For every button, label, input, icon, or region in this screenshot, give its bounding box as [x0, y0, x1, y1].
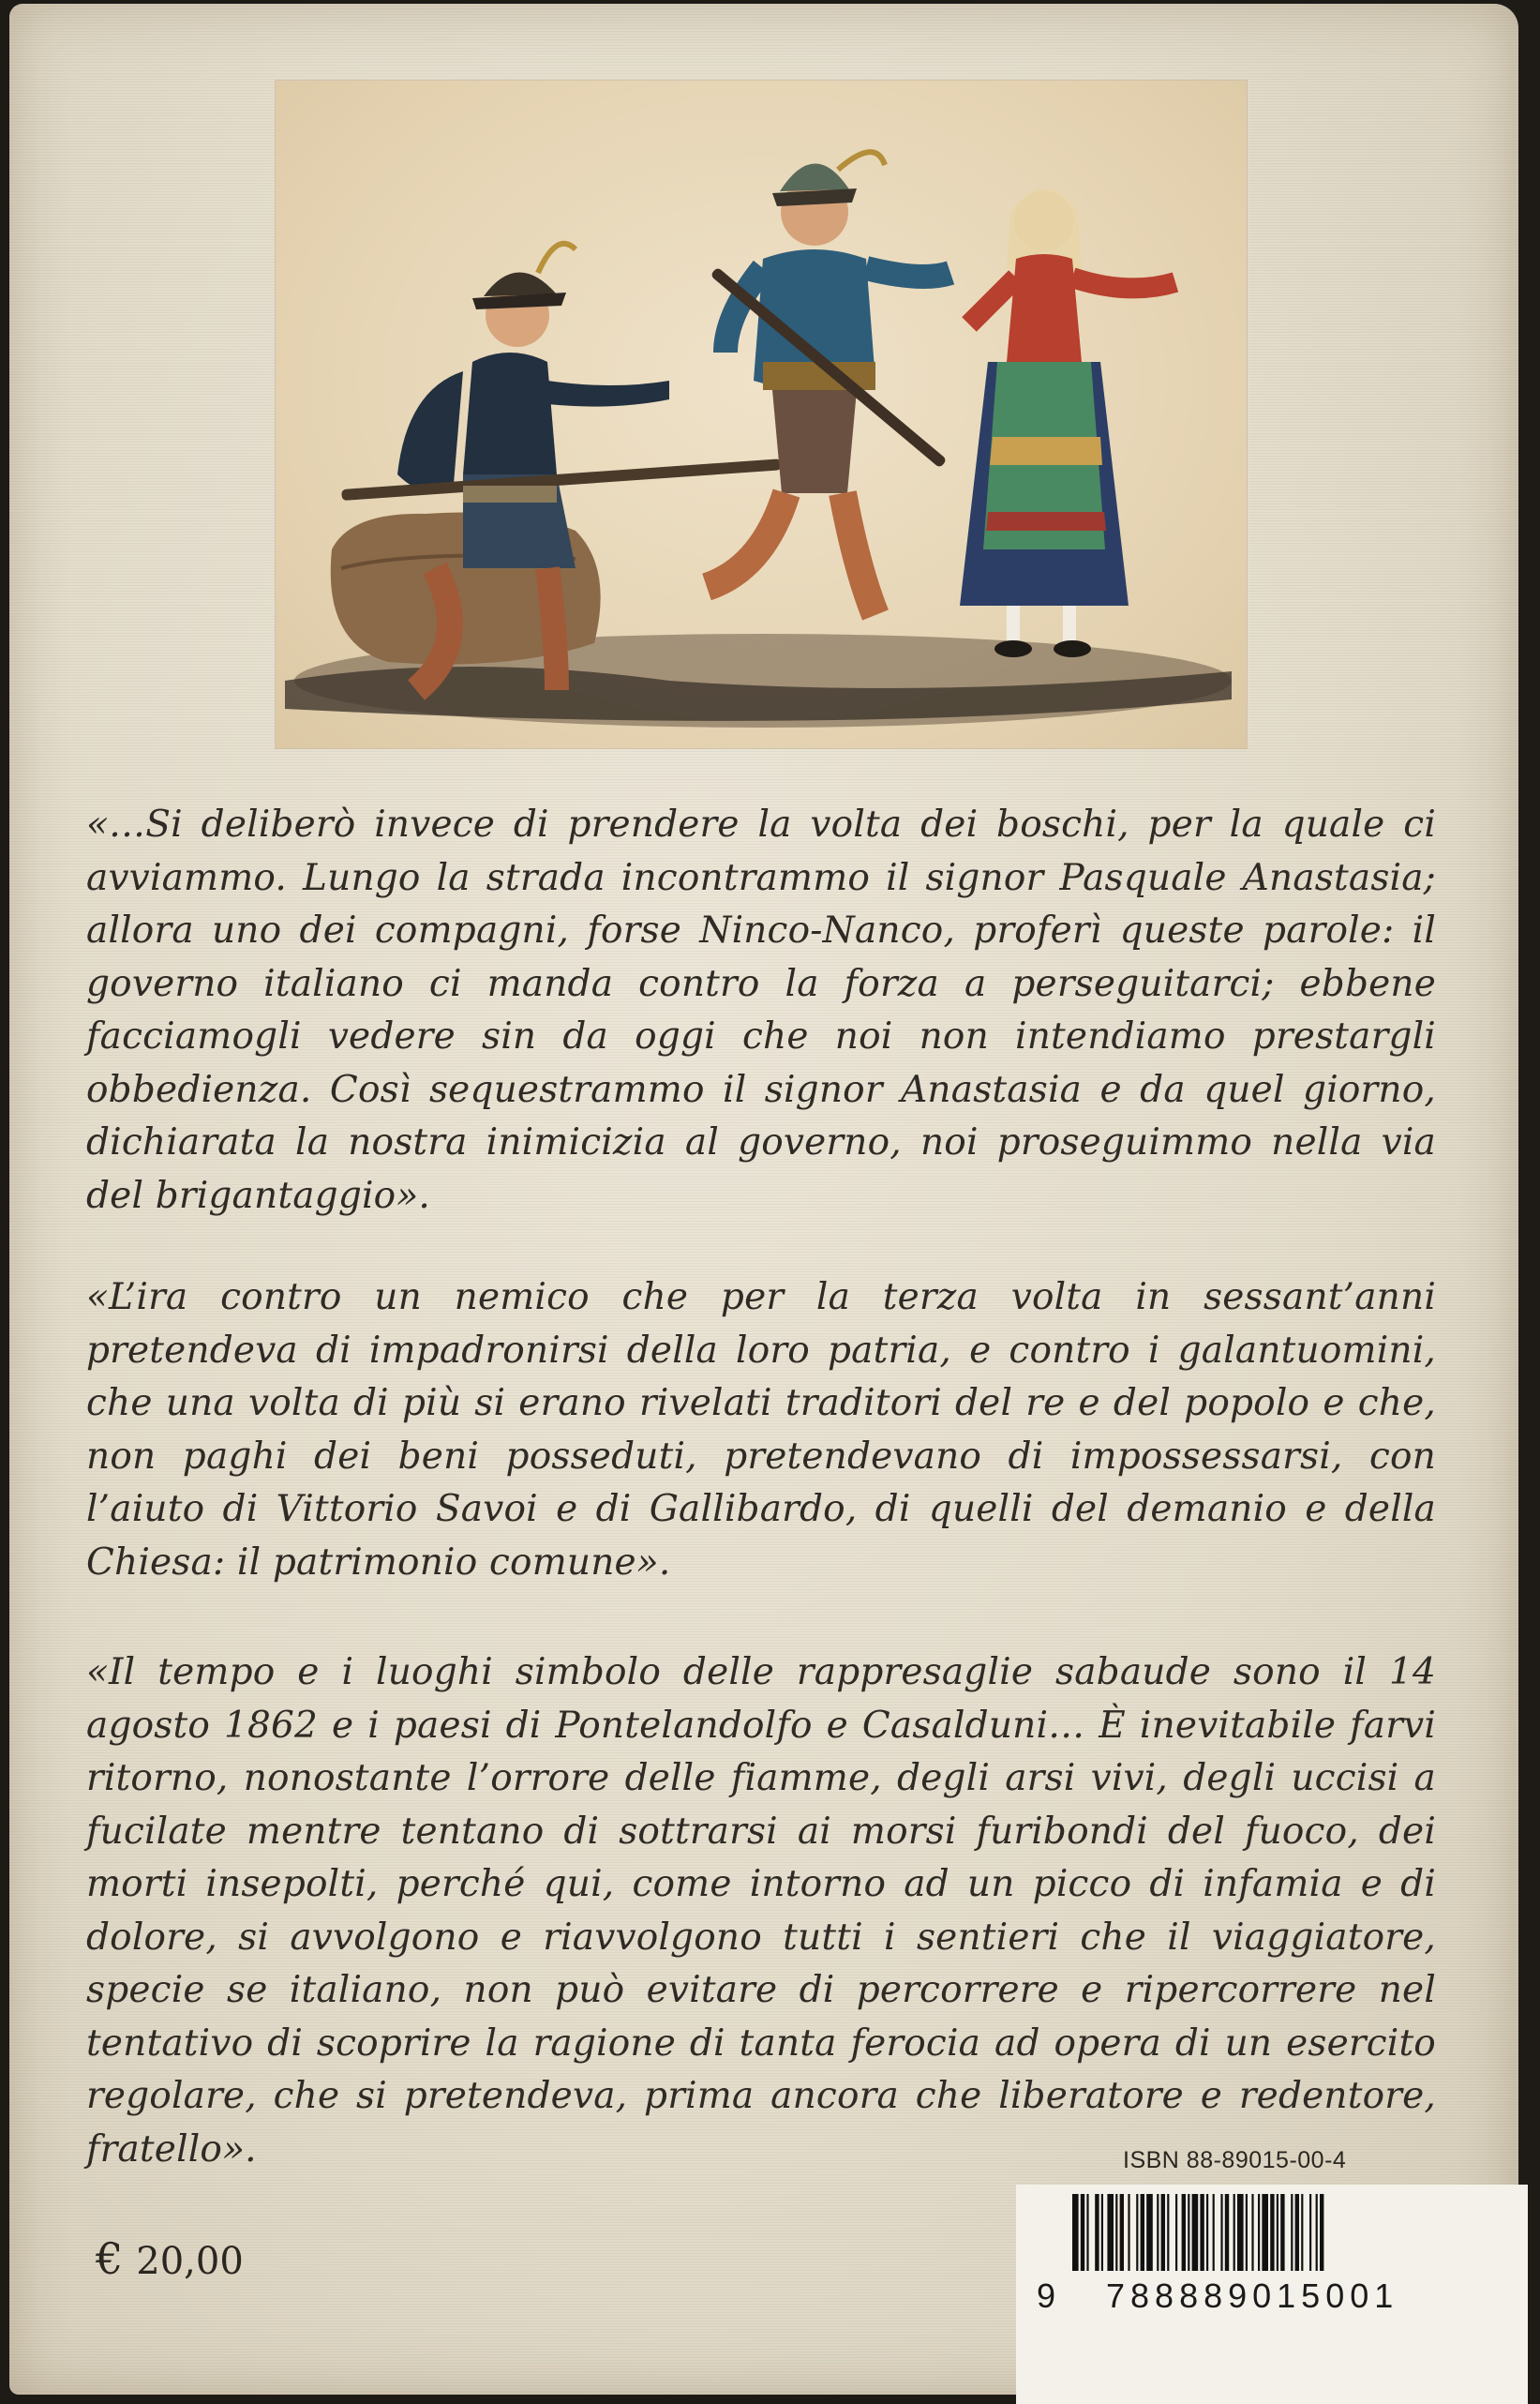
- barcode-bar: [1301, 2194, 1303, 2271]
- barcode-bar: [1316, 2194, 1318, 2271]
- barcode-bar: [1146, 2194, 1153, 2271]
- barcode-bar: [1072, 2194, 1079, 2271]
- barcode-first-digit: 9: [1037, 2276, 1056, 2315]
- euro-icon: €: [96, 2233, 124, 2284]
- barcode-bar: [1233, 2194, 1235, 2271]
- quote-paragraph-2: «L’ira contro un nemico che per la terza volta in sessant’anni pretendeva di impadronirsi della loro patria, e contro i galantuomini, che una volta di più si erano rivelati traditori del re e del popolo e che, non paghi dei beni posseduti, pretendevano di impossessarsi, con l’aiuto di Vittorio Savoi e di Gallibardo, di quelli del demanio e della Chiesa: il patrimonio comune».: [86, 1276, 1436, 1584]
- barcode-bar: [1213, 2194, 1215, 2271]
- barcode-bar: [1295, 2194, 1299, 2271]
- barcode-bar: [1237, 2194, 1244, 2271]
- book-back-cover: [9, 4, 1518, 2395]
- barcode-bar: [1251, 2194, 1253, 2271]
- barcode-bar: [1258, 2194, 1260, 2271]
- barcode-bar: [1128, 2194, 1129, 2271]
- barcode-bar: [1277, 2194, 1278, 2271]
- barcode-bar: [1095, 2194, 1099, 2271]
- price-label: [96, 2233, 244, 2284]
- barcode-bar: [1262, 2194, 1268, 2271]
- barcode-bar: [1188, 2194, 1189, 2271]
- quote-paragraph-1: «…Si deliberò invece di prendere la volta dei boschi, per la quale ci avviammo. Lungo la strada incontrammo il signor Pasquale Anastasia; allora uno dei compagni, forse Ninco-Nanco, proferì queste parole: il governo italiano ci manda contro la forza a perseguitarci; ebbene facciamogli vedere sin da oggi che noi non intendiamo prestargli obbedienza. Così sequestrammo il signor Anastasia e da quel giorno, dichiarata la nostra inimicizia al governo, noi proseguimmo nella via del brigantaggio».: [86, 804, 1436, 1217]
- barcode-bar: [1157, 2194, 1159, 2271]
- barcode-bar: [1120, 2194, 1124, 2271]
- barcode-bar: [1115, 2194, 1117, 2271]
- barcode-bar: [1206, 2194, 1208, 2271]
- barcode-bar: [1200, 2194, 1204, 2271]
- standing-brigand-figure: [707, 152, 950, 615]
- barcode-bar: [1192, 2194, 1199, 2271]
- barcode-bar: [1167, 2194, 1169, 2271]
- barcode-bar: [1175, 2194, 1177, 2271]
- barcode-bar: [1291, 2194, 1293, 2271]
- barcode-bar: [1141, 2194, 1144, 2271]
- barcode-digits: 788889015001: [1106, 2276, 1399, 2315]
- brigands-illustration: [276, 81, 1247, 748]
- barcode-bar: [1270, 2194, 1274, 2271]
- barcode-bar: [1081, 2194, 1084, 2271]
- isbn-label: ISBN 88-89015-00-4: [1123, 2147, 1347, 2173]
- barcode: [1016, 2185, 1528, 2404]
- quote-paragraph-3: «Il tempo e i luoghi simbolo delle rappresaglie sabaude sono il 14 agosto 1862 e i paesi di Pontelandolfo e Casalduni… È inevitabile farvi ritorno, nonostante l’orrore delle fiamme, degli arsi vivi, degli uccisi a fucilate mentre tentano di sottrarsi ai morsi furibondi del fuoco, dei morti insepolti, perché qui, come intorno ad un picco di infamia e di dolore, si avvolgono e riavvolgono tutti i sentieri che il viaggiatore, specie se italiano, non può evitare di percorrere e ripercorrere nel tentativo di scoprire la ragione di tanta ferocia ad opera di un esercito regolare, che si pretendeva, prima ancora che liberatore e redentore, fratello».: [86, 1651, 1436, 2171]
- barcode-bar: [1101, 2194, 1103, 2271]
- barcode-bar: [1280, 2194, 1284, 2271]
- barcode-bar: [1107, 2194, 1114, 2271]
- price-amount: 20,00: [136, 2240, 244, 2283]
- peasant-woman-figure: [960, 188, 1175, 657]
- barcode-bar: [1161, 2194, 1165, 2271]
- barcode-bar: [1225, 2194, 1229, 2271]
- barcode-bar: [1086, 2194, 1088, 2271]
- barcode-bar: [1182, 2194, 1186, 2271]
- cover-illustration: [276, 81, 1247, 748]
- barcode-bar: [1136, 2194, 1138, 2271]
- barcode-bar: [1220, 2194, 1222, 2271]
- barcode-bar: [1246, 2194, 1248, 2271]
- barcode-bar: [1309, 2194, 1311, 2271]
- barcode-bar: [1320, 2194, 1323, 2271]
